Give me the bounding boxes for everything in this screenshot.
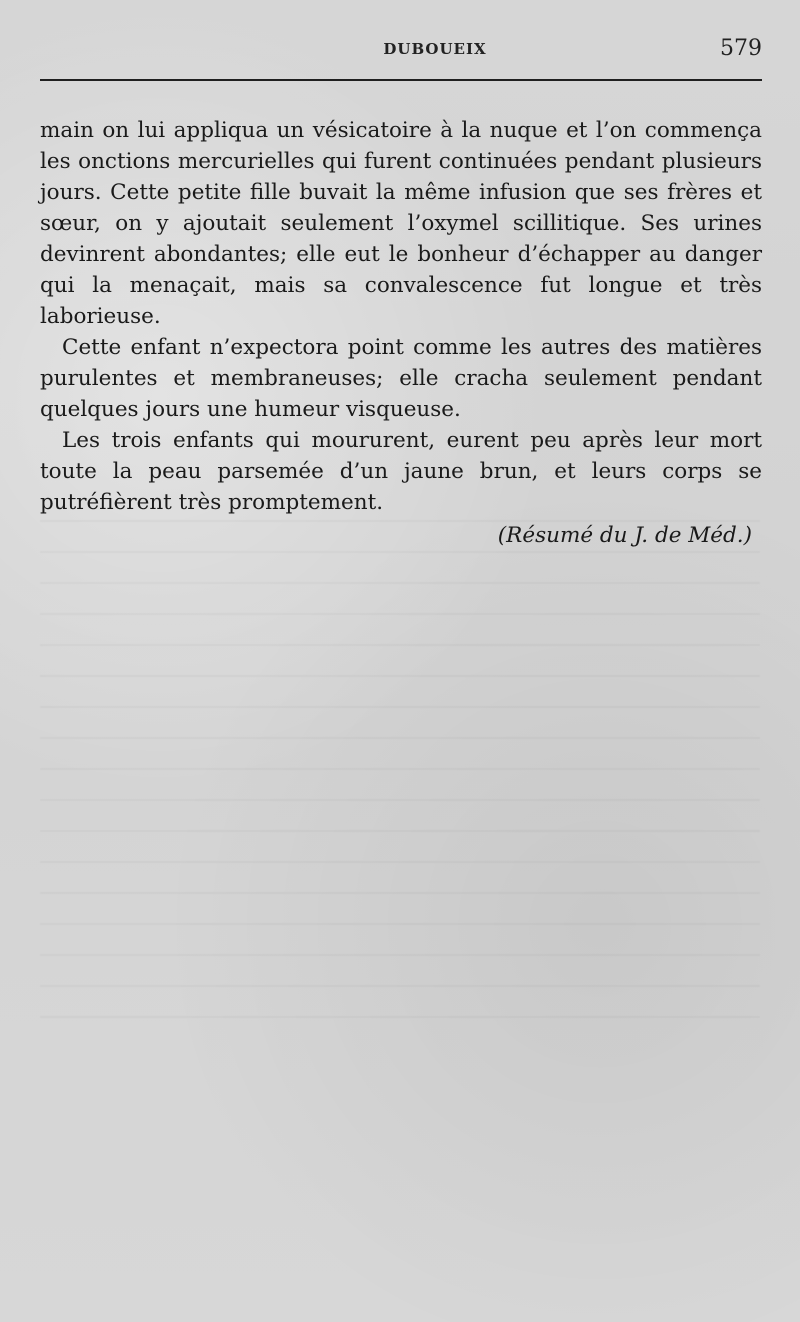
- paragraph-2: Cette enfant n’expectora point comme les autres des matières purulentes et membraneuses; elle cracha seulement pendant quelques jours une humeur visqueuse.: [40, 335, 762, 422]
- show-through-texture: [40, 520, 760, 1040]
- paragraph-3: Les trois enfants qui moururent, eurent peu après leur mort toute la peau parsemée d’un jaune brun, et leurs corps se putréfièrent très promptement.: [40, 428, 762, 515]
- running-head: DUBOUEIX: [383, 40, 487, 58]
- header-rule: [40, 79, 762, 81]
- paragraph-1: main on lui appliqua un vésicatoire à la nuque et l’on commença les onctions mercurielles qui furent continuées pendant plusieurs jours. Cette petite fille buvait la même infusion que ses frères et sœur, on y ajoutait seulement l’oxymel scillitique. Ses urines devinrent abondantes; elle eut le bonheur d’échapper au danger qui la menaçait, mais sa convalescence fut longue et très laborieuse.: [40, 118, 762, 329]
- source-citation: (Résumé du J. de Méd.): [497, 523, 752, 548]
- page-header: [40, 36, 762, 70]
- main-text: [40, 115, 762, 551]
- page-number: 579: [720, 36, 762, 61]
